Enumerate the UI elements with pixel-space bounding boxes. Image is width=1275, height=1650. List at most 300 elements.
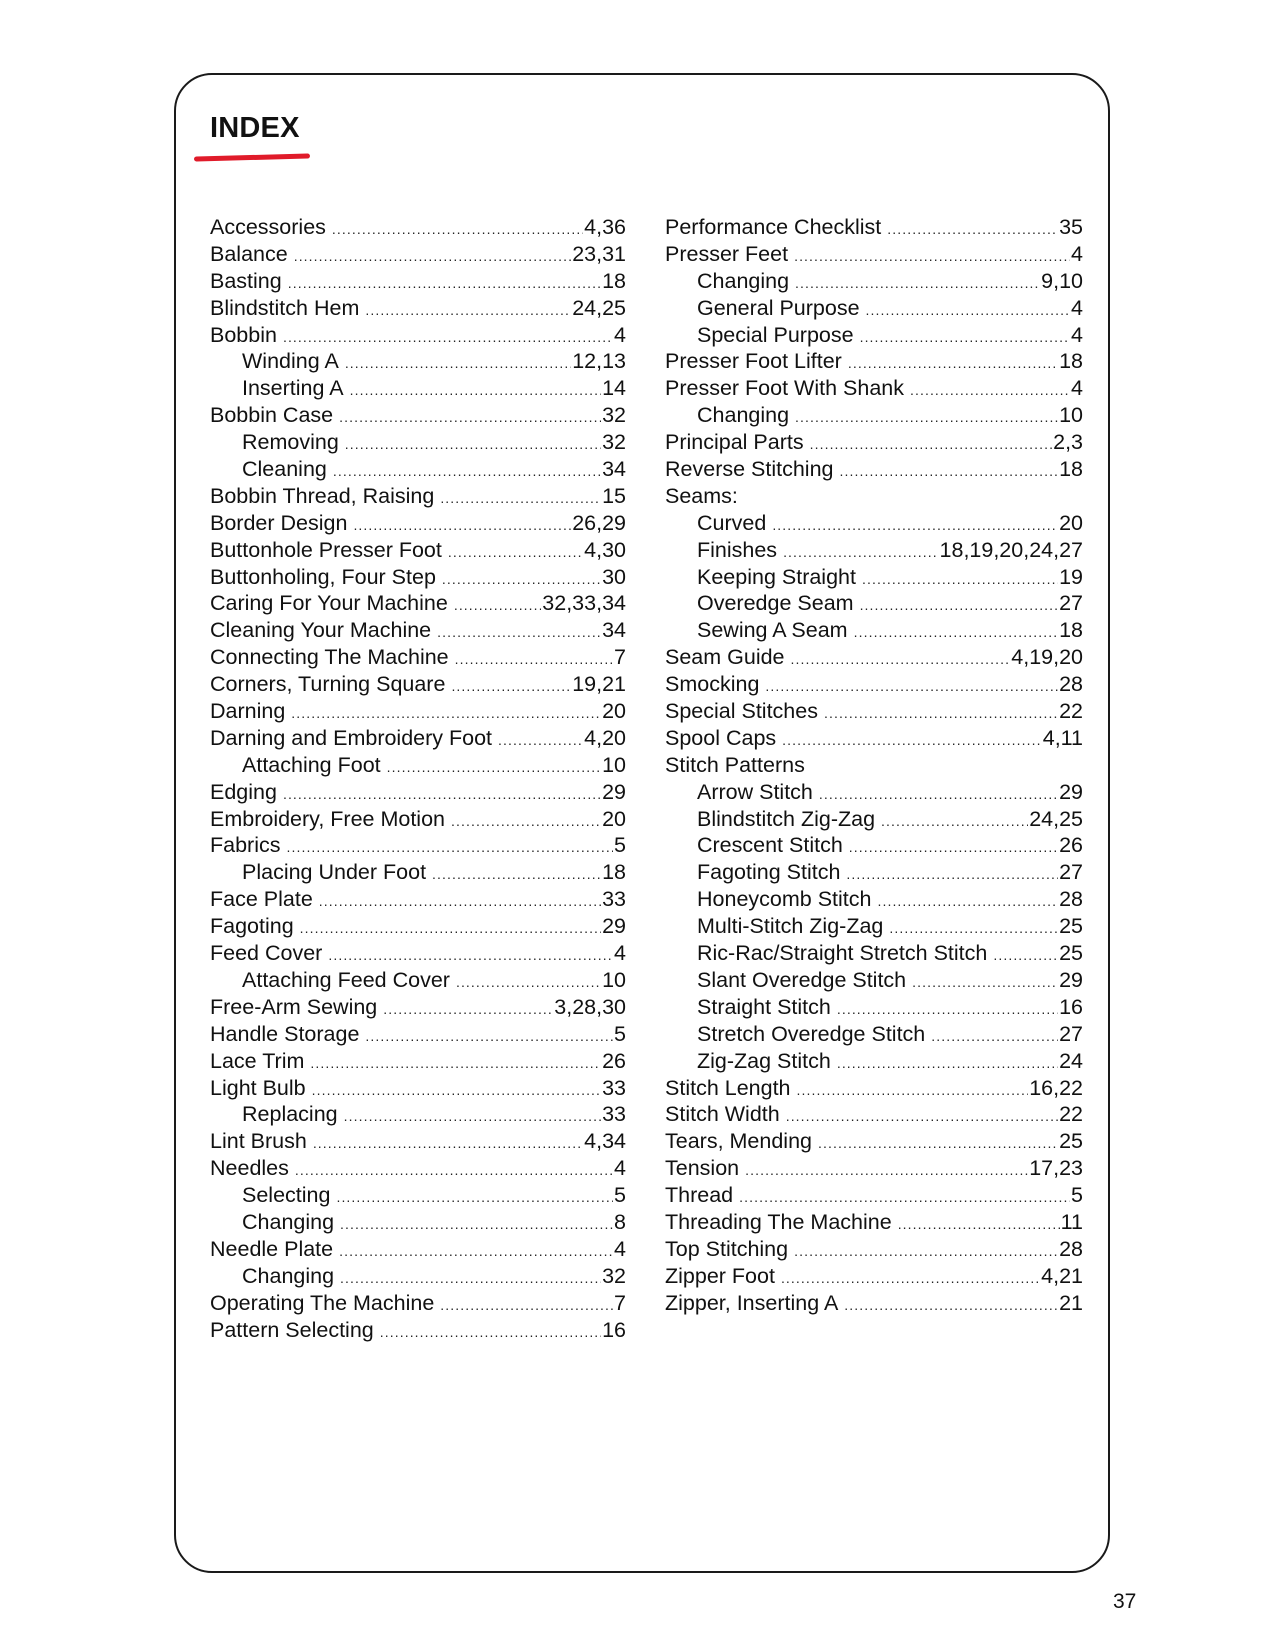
index-term: Basting — [210, 268, 282, 293]
index-entry — [210, 1075, 626, 1102]
index-term: Operating The Machine — [210, 1290, 435, 1315]
dot-leader — [365, 303, 571, 317]
dot-leader — [291, 706, 601, 720]
index-entry — [665, 1209, 1083, 1236]
index-pages: 33 — [602, 887, 626, 912]
index-term: Needle Plate — [210, 1236, 334, 1261]
index-pages: 30 — [602, 564, 626, 589]
index-pages: 29 — [1059, 779, 1083, 804]
dot-leader — [365, 1029, 613, 1043]
dot-leader — [448, 545, 583, 559]
dot-leader — [295, 1163, 613, 1177]
index-pages: 2,3 — [1053, 430, 1083, 455]
index-term: Special Purpose — [697, 322, 854, 347]
page-number: 37 — [1113, 1590, 1137, 1613]
dot-leader — [783, 545, 938, 559]
index-pages: 32,33,34 — [542, 591, 626, 616]
index-pages: 18 — [602, 860, 626, 885]
dot-leader — [498, 733, 583, 747]
index-term: Cleaning Your Machine — [210, 618, 432, 643]
index-entry — [665, 644, 1083, 671]
index-subentry — [665, 268, 1083, 295]
dot-leader — [781, 1271, 1040, 1285]
index-entry — [665, 671, 1083, 698]
dot-leader — [442, 572, 601, 586]
page-title: INDEX — [210, 112, 300, 144]
index-pages: 10 — [602, 967, 626, 992]
index-entry — [210, 322, 626, 349]
index-entry — [665, 698, 1083, 725]
index-term: Zipper Foot — [665, 1263, 775, 1288]
dot-leader — [340, 1271, 601, 1285]
index-term: Removing — [242, 430, 339, 455]
dot-leader — [310, 1056, 601, 1070]
index-entry — [210, 698, 626, 725]
index-entry — [210, 1317, 626, 1344]
dot-leader — [837, 1002, 1058, 1016]
dot-leader — [860, 330, 1070, 344]
index-subentry — [210, 752, 626, 779]
index-term: Changing — [242, 1209, 335, 1234]
index-entry — [210, 779, 626, 806]
index-pages: 4 — [1071, 295, 1083, 320]
index-pages: 21 — [1059, 1290, 1083, 1315]
index-pages: 27 — [1059, 860, 1083, 885]
dot-leader — [862, 572, 1058, 586]
index-term: Feed Cover — [210, 941, 323, 966]
index-pages: 32 — [602, 1263, 626, 1288]
index-entry — [210, 214, 626, 241]
index-term: Spool Caps — [665, 725, 777, 750]
index-pages: 20 — [602, 806, 626, 831]
index-subentry — [665, 295, 1083, 322]
index-term: Placing Under Foot — [242, 860, 427, 885]
index-pages: 24 — [1059, 1048, 1083, 1073]
index-entry — [210, 644, 626, 671]
index-entry — [665, 483, 1083, 510]
index-pages: 18 — [1059, 349, 1083, 374]
index-entry — [665, 752, 1083, 779]
dot-leader — [345, 437, 601, 451]
index-pages: 26 — [602, 1048, 626, 1073]
index-subentry — [210, 1209, 626, 1236]
index-entry — [210, 913, 626, 940]
dot-leader — [283, 330, 613, 344]
index-subentry — [665, 402, 1083, 429]
index-term: Bobbin — [210, 322, 277, 347]
index-term: Buttonholing, Four Step — [210, 564, 436, 589]
index-term: Stitch Length — [665, 1075, 791, 1100]
index-entry — [665, 241, 1083, 268]
index-term: Pattern Selecting — [210, 1317, 374, 1342]
index-term: Keeping Straight — [697, 564, 856, 589]
index-entry — [210, 617, 626, 644]
index-entry — [210, 1128, 626, 1155]
dot-leader — [319, 894, 601, 908]
index-column-left — [210, 214, 626, 1343]
index-entry — [210, 295, 626, 322]
index-pages: 32 — [602, 430, 626, 455]
index-term: Handle Storage — [210, 1021, 360, 1046]
index-term: Top Stitching — [665, 1236, 789, 1261]
index-term: Buttonhole Presser Foot — [210, 537, 442, 562]
index-term: Blindstitch Zig-Zag — [697, 806, 876, 831]
index-pages: 28 — [1059, 887, 1083, 912]
index-pages: 9,10 — [1041, 268, 1083, 293]
index-subentry — [665, 564, 1083, 591]
index-entry — [210, 1155, 626, 1182]
index-subentry — [210, 1263, 626, 1290]
index-pages: 4 — [614, 322, 626, 347]
dot-leader — [794, 1244, 1058, 1258]
index-term: Finishes — [697, 537, 778, 562]
dot-leader — [818, 1136, 1058, 1150]
index-entry — [210, 510, 626, 537]
index-pages: 8 — [614, 1209, 626, 1234]
index-term: Lint Brush — [210, 1129, 307, 1154]
index-pages: 4 — [1071, 322, 1083, 347]
dot-leader — [383, 1002, 553, 1016]
index-term: Multi-Stitch Zig-Zag — [697, 914, 884, 939]
index-pages: 4,36 — [584, 215, 626, 239]
index-entry — [665, 456, 1083, 483]
index-entry — [210, 886, 626, 913]
index-term: Changing — [242, 1263, 335, 1288]
index-pages: 4,11 — [1042, 725, 1083, 750]
index-pages: 11 — [1060, 1209, 1083, 1234]
index-subentry — [665, 940, 1083, 967]
index-subentry — [210, 348, 626, 375]
index-pages: 25 — [1059, 914, 1083, 939]
dot-leader — [993, 948, 1058, 962]
index-subentry — [210, 1101, 626, 1128]
dot-leader — [451, 679, 571, 693]
index-entry — [665, 1101, 1083, 1128]
index-pages: 35 — [1059, 215, 1083, 239]
index-pages: 24,25 — [1029, 806, 1083, 831]
index-term: Balance — [210, 241, 288, 266]
index-subentry — [665, 590, 1083, 617]
index-term: Attaching Foot — [242, 752, 381, 777]
dot-leader — [312, 1083, 601, 1097]
dot-leader — [294, 249, 571, 263]
index-pages: 32 — [602, 403, 626, 428]
dot-leader — [350, 383, 601, 397]
dot-leader — [339, 410, 601, 424]
index-term: Straight Stitch — [697, 994, 831, 1019]
dot-leader — [451, 814, 601, 828]
index-subentry — [665, 617, 1083, 644]
index-term: Seams: — [665, 483, 738, 508]
index-pages: 19 — [1059, 564, 1083, 589]
index-pages: 5 — [614, 1183, 626, 1208]
index-term: Presser Foot With Shank — [665, 376, 904, 401]
index-pages: 26,29 — [572, 510, 626, 535]
index-subentry — [210, 375, 626, 402]
index-entry — [210, 994, 626, 1021]
index-subentry — [665, 913, 1083, 940]
index-entry — [210, 940, 626, 967]
index-term: Embroidery, Free Motion — [210, 806, 445, 831]
index-pages: 4 — [614, 1236, 626, 1261]
index-term: Light Bulb — [210, 1075, 306, 1100]
index-pages: 4,21 — [1041, 1263, 1083, 1288]
index-pages: 4 — [614, 1156, 626, 1181]
dot-leader — [854, 625, 1058, 639]
dot-leader — [455, 652, 613, 666]
index-entry — [665, 375, 1083, 402]
index-term: Free-Arm Sewing — [210, 994, 378, 1019]
index-term: Honeycomb Stitch — [697, 887, 872, 912]
dot-leader — [786, 1109, 1058, 1123]
index-pages: 29 — [1059, 967, 1083, 992]
dot-leader — [866, 303, 1070, 317]
index-term: General Purpose — [697, 295, 860, 320]
dot-leader — [772, 518, 1058, 532]
index-pages: 33 — [602, 1102, 626, 1127]
index-pages: 22 — [1059, 1102, 1083, 1127]
index-entry — [210, 537, 626, 564]
dot-leader — [848, 356, 1058, 370]
dot-leader — [889, 921, 1058, 935]
index-pages: 34 — [602, 618, 626, 643]
index-pages: 4,34 — [584, 1129, 626, 1154]
dot-leader — [345, 356, 571, 370]
index-entry — [665, 1155, 1083, 1182]
index-term: Caring For Your Machine — [210, 591, 448, 616]
index-term: Bobbin Case — [210, 403, 334, 428]
index-subentry — [665, 859, 1083, 886]
index-subentry — [665, 967, 1083, 994]
index-entry — [210, 671, 626, 698]
dot-leader — [344, 1109, 601, 1123]
index-term: Accessories — [210, 215, 326, 239]
index-pages: 18 — [1059, 457, 1083, 482]
dot-leader — [286, 840, 613, 854]
index-subentry — [665, 510, 1083, 537]
index-term: Sewing A Seam — [697, 618, 848, 643]
index-pages: 17,23 — [1029, 1156, 1083, 1181]
index-term: Curved — [697, 510, 767, 535]
index-entry — [210, 725, 626, 752]
dot-leader — [432, 867, 601, 881]
dot-leader — [440, 491, 601, 505]
index-entry — [665, 1236, 1083, 1263]
index-pages: 19,21 — [572, 672, 626, 697]
index-subentry — [665, 886, 1083, 913]
index-pages: 25 — [1059, 941, 1083, 966]
index-subentry — [665, 1021, 1083, 1048]
dot-leader — [328, 948, 613, 962]
index-entry — [665, 429, 1083, 456]
dot-leader — [336, 1190, 613, 1204]
index-pages: 12,13 — [572, 349, 626, 374]
index-pages: 34 — [602, 457, 626, 482]
index-entry — [665, 214, 1083, 241]
index-pages: 16 — [602, 1317, 626, 1342]
index-term: Selecting — [242, 1183, 331, 1208]
index-term: Zipper, Inserting A — [665, 1290, 839, 1315]
index-subentry — [665, 832, 1083, 859]
dot-leader — [844, 1298, 1058, 1312]
index-pages: 27 — [1059, 1021, 1083, 1046]
index-term: Border Design — [210, 510, 348, 535]
index-pages: 7 — [614, 645, 626, 670]
dot-leader — [340, 1217, 613, 1231]
dot-leader — [824, 706, 1058, 720]
index-pages: 14 — [602, 376, 626, 401]
index-pages: 4 — [614, 941, 626, 966]
index-column-right — [665, 214, 1083, 1317]
index-term: Bobbin Thread, Raising — [210, 483, 435, 508]
index-pages: 28 — [1059, 672, 1083, 697]
index-entry — [665, 1290, 1083, 1317]
index-term: Stitch Width — [665, 1102, 780, 1127]
dot-leader — [332, 222, 583, 236]
dot-leader — [333, 464, 601, 478]
index-term: Attaching Feed Cover — [242, 967, 450, 992]
index-pages: 15 — [602, 483, 626, 508]
index-pages: 5 — [614, 1021, 626, 1046]
dot-leader — [791, 652, 1011, 666]
index-term: Thread — [665, 1183, 734, 1208]
index-term: Connecting The Machine — [210, 645, 449, 670]
index-term: Stitch Patterns — [665, 752, 805, 777]
index-pages: 18 — [1059, 618, 1083, 643]
index-subentry — [665, 322, 1083, 349]
index-pages: 5 — [1071, 1183, 1083, 1208]
index-term: Seam Guide — [665, 645, 785, 670]
dot-leader — [881, 814, 1028, 828]
index-entry — [665, 1075, 1083, 1102]
index-pages: 20 — [1059, 510, 1083, 535]
dot-leader — [910, 383, 1070, 397]
index-pages: 7 — [614, 1290, 626, 1315]
index-entry — [665, 348, 1083, 375]
index-entry — [210, 241, 626, 268]
index-pages: 29 — [602, 779, 626, 804]
index-term: Blindstitch Hem — [210, 295, 360, 320]
index-subentry — [665, 806, 1083, 833]
index-term: Fagoting Stitch — [697, 860, 841, 885]
dot-leader — [849, 840, 1058, 854]
index-term: Fabrics — [210, 833, 281, 858]
dot-leader — [765, 679, 1058, 693]
dot-leader — [795, 276, 1040, 290]
index-term: Replacing — [242, 1102, 338, 1127]
index-term: Reverse Stitching — [665, 457, 834, 482]
index-entry — [210, 1236, 626, 1263]
index-term: Face Plate — [210, 887, 313, 912]
index-term: Inserting A — [242, 376, 344, 401]
index-entry — [210, 1021, 626, 1048]
index-entry — [210, 564, 626, 591]
index-pages: 26 — [1059, 833, 1083, 858]
index-term: Fagoting — [210, 914, 294, 939]
dot-leader — [860, 598, 1059, 612]
index-term: Presser Feet — [665, 241, 789, 266]
index-subentry — [210, 456, 626, 483]
index-subentry — [665, 1048, 1083, 1075]
index-term: Corners, Turning Square — [210, 672, 446, 697]
dot-leader — [931, 1029, 1058, 1043]
dot-leader — [782, 733, 1042, 747]
dot-leader — [313, 1136, 583, 1150]
index-entry — [210, 483, 626, 510]
index-entry — [210, 268, 626, 295]
index-pages: 10 — [1059, 403, 1083, 428]
dot-leader — [353, 518, 571, 532]
dot-leader — [745, 1163, 1028, 1177]
index-term: Principal Parts — [665, 430, 804, 455]
index-entry — [210, 832, 626, 859]
index-pages: 18,19,20,24,27 — [939, 537, 1083, 562]
dot-leader — [440, 1298, 613, 1312]
dot-leader — [912, 975, 1058, 989]
index-term: Darning and Embroidery Foot — [210, 725, 493, 750]
index-term: Tears, Mending — [665, 1129, 812, 1154]
dot-leader — [288, 276, 601, 290]
index-term: Overedge Seam — [697, 591, 854, 616]
index-pages: 4 — [1071, 241, 1083, 266]
index-pages: 4,19,20 — [1011, 645, 1083, 670]
dot-leader — [283, 787, 601, 801]
index-pages: 3,28,30 — [554, 994, 626, 1019]
dot-leader — [837, 1056, 1058, 1070]
index-entry — [665, 1128, 1083, 1155]
index-term: Slant Overedge Stitch — [697, 967, 907, 992]
index-term: Winding A — [242, 349, 339, 374]
index-term: Arrow Stitch — [697, 779, 813, 804]
dot-leader — [887, 222, 1058, 236]
dot-leader — [877, 894, 1058, 908]
dot-leader — [437, 625, 601, 639]
index-term: Edging — [210, 779, 277, 804]
index-entry — [210, 590, 626, 617]
index-subentry — [665, 994, 1083, 1021]
index-pages: 24,25 — [572, 295, 626, 320]
dot-leader — [810, 437, 1053, 451]
index-pages: 23,31 — [572, 241, 626, 266]
index-term: Stretch Overedge Stitch — [697, 1021, 926, 1046]
dot-leader — [898, 1217, 1060, 1231]
index-pages: 4 — [1071, 376, 1083, 401]
index-pages: 20 — [602, 699, 626, 724]
index-entry — [210, 402, 626, 429]
dot-leader — [339, 1244, 613, 1258]
index-pages: 4,30 — [584, 537, 626, 562]
index-term: Zig-Zag Stitch — [697, 1048, 831, 1073]
index-term: Special Stitches — [665, 699, 818, 724]
index-term: Cleaning — [242, 457, 327, 482]
index-entry — [665, 725, 1083, 752]
index-term: Ric-Rac/Straight Stretch Stitch — [697, 941, 988, 966]
index-term: Lace Trim — [210, 1048, 305, 1073]
dot-leader — [454, 598, 541, 612]
index-term: Performance Checklist — [665, 215, 882, 239]
index-entry — [210, 806, 626, 833]
index-term: Presser Foot Lifter — [665, 349, 842, 374]
index-term: Threading The Machine — [665, 1209, 892, 1234]
index-term: Smocking — [665, 672, 760, 697]
index-entry — [665, 1182, 1083, 1209]
index-term: Changing — [697, 268, 790, 293]
dot-leader — [380, 1325, 601, 1339]
index-term: Changing — [697, 403, 790, 428]
index-pages: 18 — [602, 268, 626, 293]
index-subentry — [210, 859, 626, 886]
index-subentry — [210, 429, 626, 456]
